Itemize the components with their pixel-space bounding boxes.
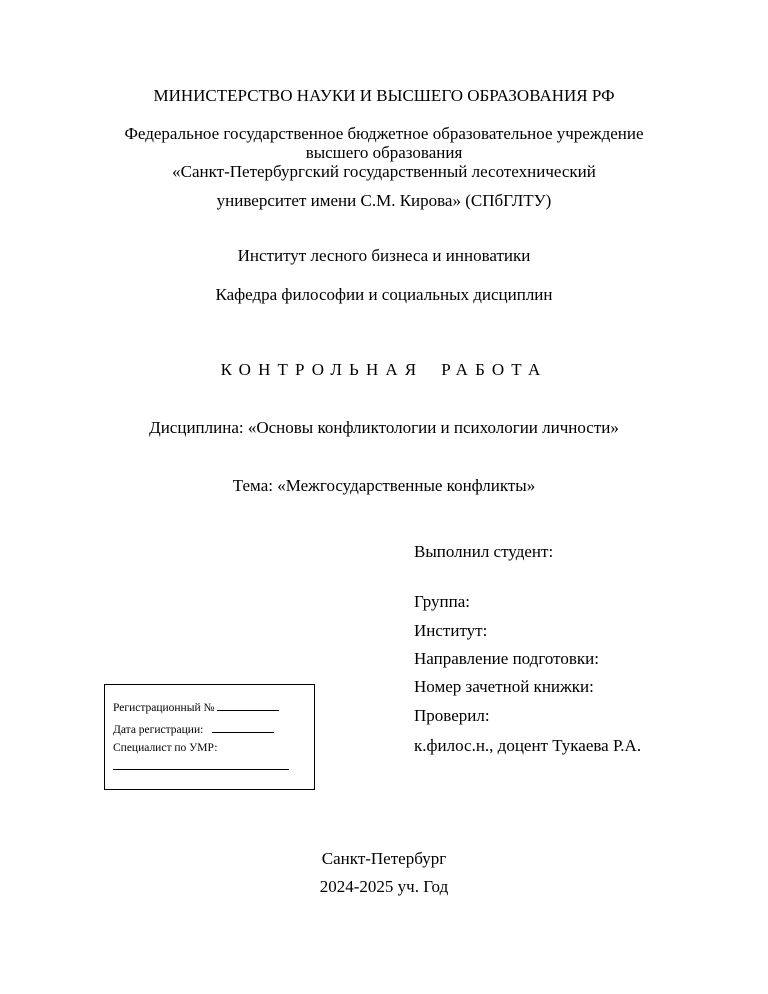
institute-name: Институт лесного бизнеса и инноватики	[237, 246, 531, 265]
specialist-signature-line	[113, 769, 289, 770]
ministry-heading: МИНИСТЕРСТВО НАУКИ И ВЫСШЕГО ОБРАЗОВАНИЯ РФ	[153, 86, 615, 105]
academic-year: 2024-2025 уч. Год	[319, 877, 449, 896]
organization-line-2: высшего образования	[305, 143, 463, 162]
student-institute-label: Институт:	[414, 621, 488, 640]
document-title-word-1: КОНТРОЛЬНАЯ	[220, 360, 424, 379]
specialist-row	[113, 741, 218, 755]
registration-number-blank	[217, 698, 279, 711]
direction-label: Направление подготовки:	[414, 649, 599, 668]
topic-line: Тема: «Межгосударственные конфликты»	[232, 476, 536, 495]
organization-line-4: университет имени С.М. Кирова» (СПбГЛТУ)	[216, 191, 552, 210]
registration-date-blank	[212, 720, 274, 733]
discipline-line: Дисциплина: «Основы конфликтологии и психологии личности»	[149, 418, 619, 437]
record-book-label: Номер зачетной книжки:	[414, 677, 594, 696]
checker-name: к.филос.н., доцент Тукаева Р.А.	[414, 736, 642, 755]
performed-by-label: Выполнил студент:	[414, 542, 554, 561]
document-title	[0, 360, 768, 380]
registration-number-row	[113, 698, 279, 715]
registration-date-label: Дата регистрации:	[113, 724, 204, 736]
group-label: Группа:	[414, 592, 470, 611]
document-title-word-2: РАБОТА	[441, 360, 548, 379]
registration-date-row	[113, 720, 274, 737]
city-name: Санкт-Петербург	[321, 849, 447, 868]
registration-box	[104, 684, 315, 790]
specialist-label: Специалист по УМР:	[113, 742, 218, 754]
organization-line-1: Федеральное государственное бюджетное образовательное учреждение	[124, 124, 644, 143]
checked-by-label: Проверил:	[414, 706, 490, 725]
registration-number-label: Регистрационный №	[113, 702, 215, 714]
organization-line-3: «Санкт-Петербургский государственный лесотехнический	[172, 162, 596, 181]
department-name: Кафедра философии и социальных дисциплин	[215, 285, 553, 304]
